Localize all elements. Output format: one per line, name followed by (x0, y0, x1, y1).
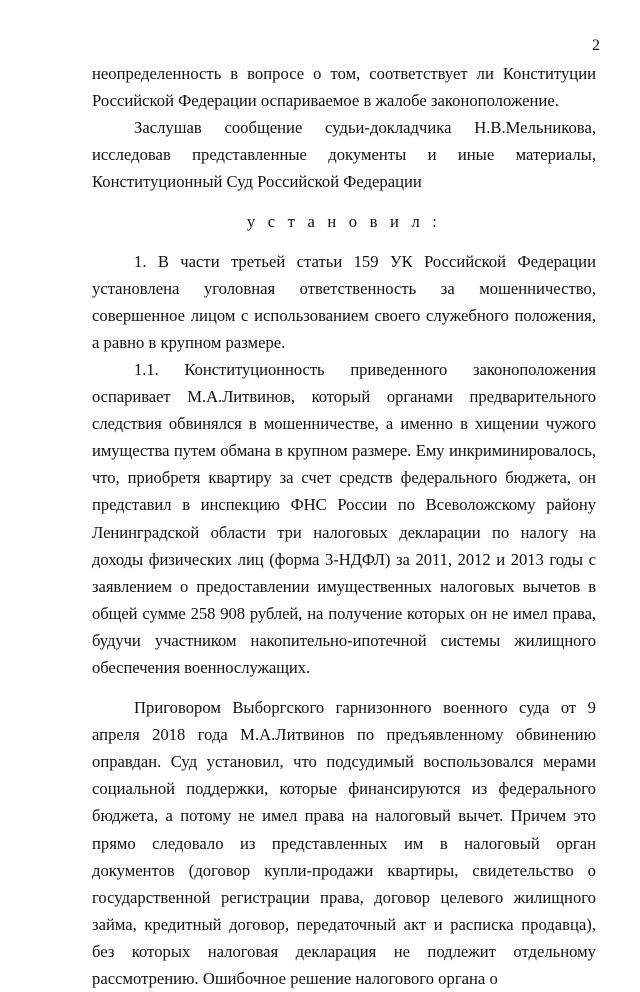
paragraph-verdict: Приговором Выборгского гарнизонного военного суда от 9 апреля 2018 года М.А.Литвинов по предъявленному обвинению оправдан. Суд установил, что подсудимый воспользовался мерами социальной поддержки, которые финансируются из федерального бюджета, а потому не имел права на налоговый вычет. Причем это прямо следовало из представленных им в налоговый орган документов (договор купли-продажи квартиры, свидетельство о государственной регистрации права, договор целевого жилищного займа, кредитный договор, передаточный акт и расписка продавца), без которых налоговая декларация не подлежит отдельному рассмотрению. Ошибочное решение налогового органа о (92, 698, 596, 988)
document-body (92, 60, 596, 992)
paragraph-continuation: неопределенность в вопросе о том, соответствует ли Конституции Российской Федерации оспариваемое в жалобе законоположение. (92, 64, 596, 111)
paragraph-1: 1. В части третьей статьи 159 УК Российской Федерации установлена уголовная ответственность за мошенничество, совершенное лицом с использованием своего служебного положения, а равно в крупном размере. (92, 251, 596, 352)
paragraph-hearing: Заслушав сообщение судьи-докладчика Н.В.Мельникова, исследовав представленные документы и иные материалы, Конституционный Суд Российской Федерации (92, 118, 596, 192)
paragraph-1-1: 1.1. Конституционность приведенного законоположения оспаривает М.А.Литвинов, который органами предварительного следствия обвинялся в мошенничестве, а именно в хищении чужого имущества путем обмана в крупном размере. Ему инкриминировалось, что, приобретя квартиру за счет средств федерального бюджета, он представил в инспекцию ФНС России по Всеволожскому району Ленинградской области три налоговых декларации по налогу на доходы физических лиц (форма 3-НДФЛ) за 2011, 2012 и 2013 годы с заявлением о предоставлении имущественных налоговых вычетов в общей сумме 258 908 рублей, на получение которых он не имел права, будучи участником накопительно-ипотечной системы жилищного обеспечения военнослужащих. (92, 359, 596, 677)
section-heading-ustanovil: у с т а н о в и л : (246, 212, 442, 232)
page-number: 2 (592, 37, 600, 54)
